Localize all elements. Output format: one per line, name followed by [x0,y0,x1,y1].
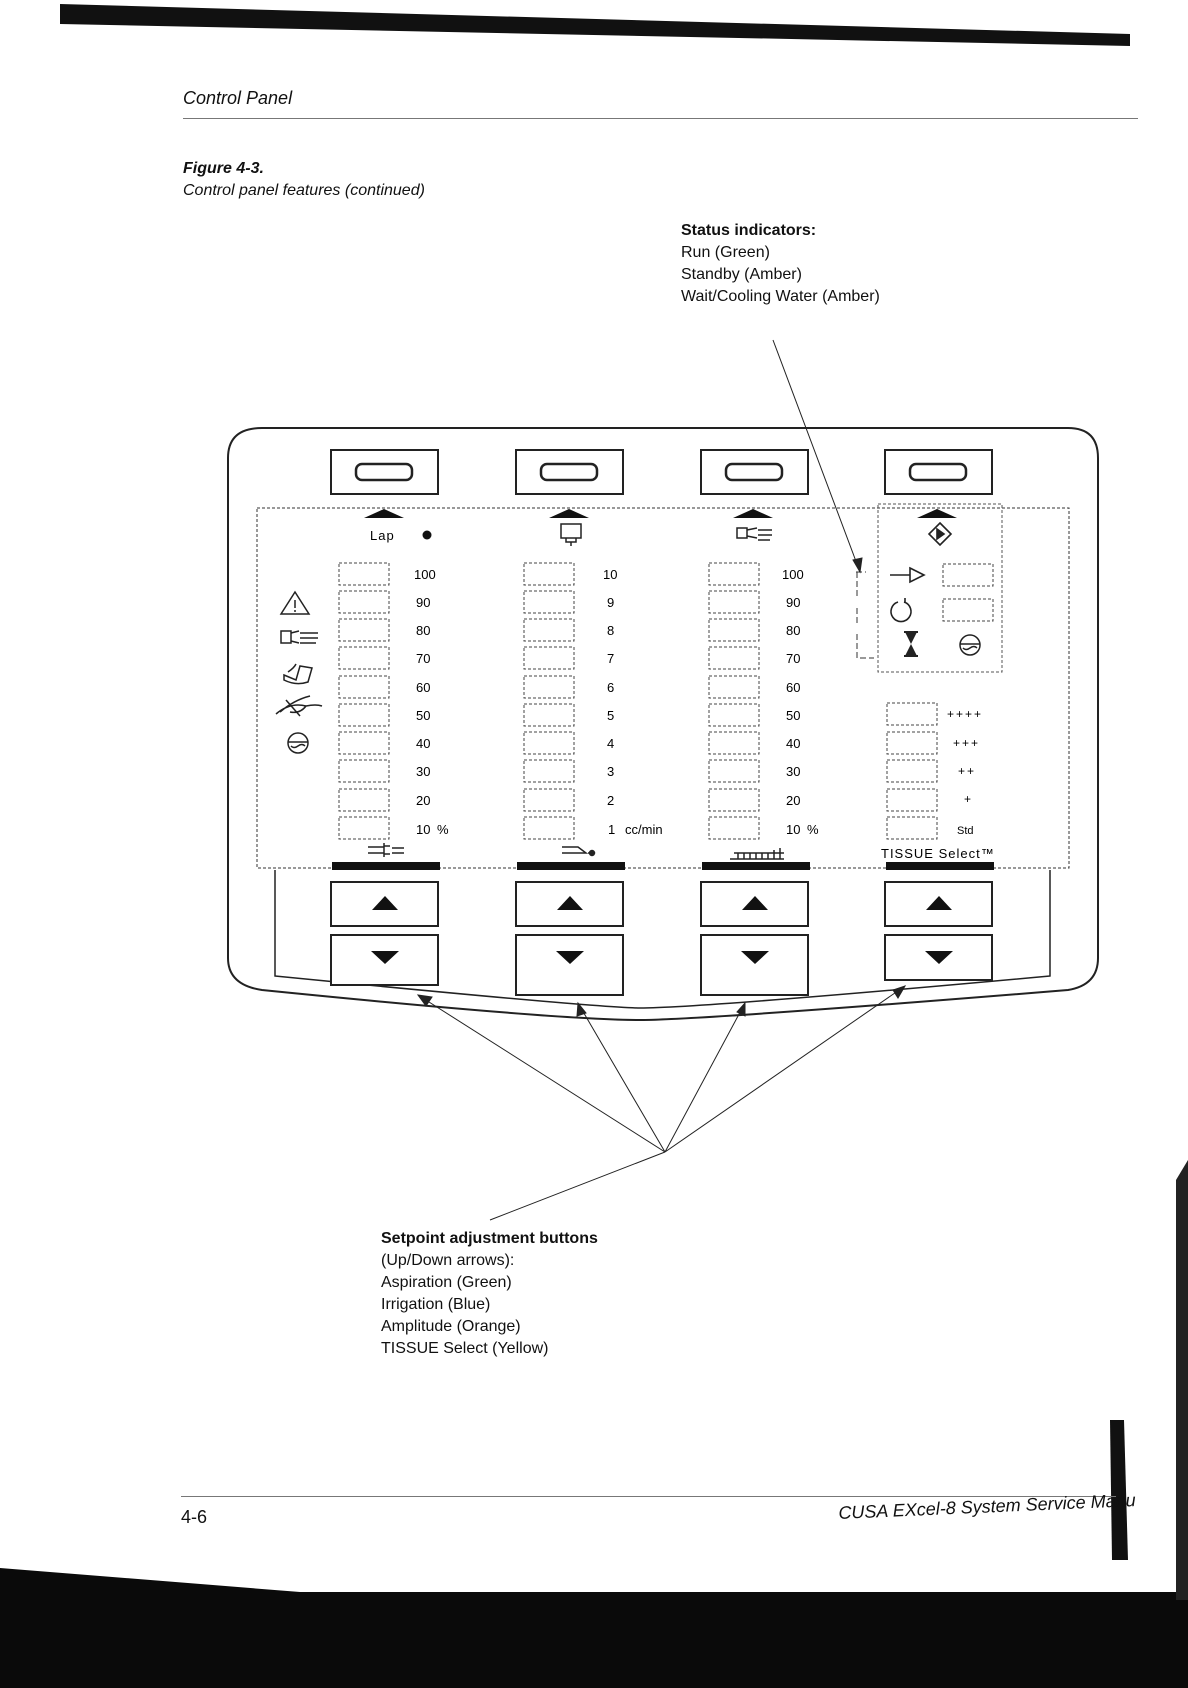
page-number: 4-6 [181,1507,208,1527]
tissue-level-label: ++++ [947,707,984,721]
scale-label: 2 [607,793,615,808]
scale-label: 30 [786,764,801,779]
scale-label: 100 [782,567,804,582]
scale-label: 80 [786,623,801,638]
aspiration-scale [414,567,449,837]
scale-label: 30 [416,764,431,779]
handpiece-fault-icon [281,631,318,643]
tissue-level-label: +++ [953,736,981,750]
scale-label: 80 [416,623,431,638]
indicator-triangle [364,509,404,518]
lap-label: Lap [370,528,395,543]
warning-triangle-icon [281,592,309,614]
callout-heading: Status indicators: [681,222,817,239]
unit-label: % [807,822,819,837]
lap-indicator-dot [423,531,432,540]
irrigation-scale [603,567,663,837]
cooling-water-icon [960,635,980,655]
aspiration-setpoint-buttons [331,882,438,985]
scale-label: 9 [607,595,615,610]
scale-label: 90 [786,595,801,610]
scale-label: 90 [416,595,431,610]
mode-buttons [331,450,992,494]
scale-label: 10 [603,567,618,582]
unit-label: % [437,822,449,837]
scale-label: 4 [607,736,615,751]
aspiration-level-leds [339,563,389,839]
mode-button-irrigation[interactable] [516,450,623,494]
amplitude-level-leds [709,563,759,839]
indicator-triangle [917,509,957,518]
scale-label: 3 [607,764,615,779]
aspiration-up-button[interactable] [331,882,438,926]
manual-title: CUSA EXcel-8 System Service Manu [838,1490,1137,1523]
hourglass-icon [904,632,918,656]
callout-line: Wait/Cooling Water (Amber) [681,288,880,305]
figure-title: Figure 4-3. [183,160,264,177]
scale-label: 20 [416,793,431,808]
indicator-triangle [733,509,773,518]
scale-label: 60 [786,680,801,695]
irrigation-color-bar [517,862,625,870]
scale-label: 10 [786,822,801,837]
callout-line: (Up/Down arrows): [381,1252,515,1269]
tip-fault-icon [284,664,312,684]
irrigation-level-leds [524,563,574,839]
mode-button-run-standby[interactable] [885,450,992,494]
aspiration-icon [368,843,404,857]
cooling-water-fault-icon [288,733,308,753]
figure-subtitle: Control panel features (continued) [183,182,425,199]
run-led [943,564,993,586]
tissue-select-down-button[interactable] [885,935,992,980]
indicator-triangle [549,509,589,518]
aspiration-color-bar [332,862,440,870]
section-title: Control Panel [183,88,293,108]
amplitude-color-bar [702,862,810,870]
callout-line: Aspiration (Green) [381,1274,512,1291]
amplitude-icon [730,848,784,859]
callout-line: Standby (Amber) [681,266,802,283]
irrigation-down-button[interactable] [516,935,623,995]
unit-label: cc/min [625,822,663,837]
scale-label: 60 [416,680,431,695]
aspiration-down-button[interactable] [331,935,438,985]
run-arrow-icon [890,568,924,582]
scale-label: 50 [786,708,801,723]
leader-lines [418,340,905,1220]
tissue-select-color-bar [886,862,994,870]
irrigation-up-button[interactable] [516,882,623,926]
amplitude-up-button[interactable] [701,882,808,926]
standby-led [943,599,993,621]
tissue-select-up-button[interactable] [885,882,992,926]
callout-line: Run (Green) [681,244,770,261]
tissue-level-label: ++ [958,764,977,778]
callout-line: Irrigation (Blue) [381,1296,491,1313]
callout-line: TISSUE Select (Yellow) [381,1340,549,1357]
standby-icon [891,598,911,622]
standby-diamond-icon [929,523,951,545]
amplitude-down-button[interactable] [701,935,808,995]
tissue-level-label: + [964,792,972,806]
tissue-level-label: Std [957,825,974,837]
handpiece-icon [737,528,772,540]
tissue-select-label: TISSUE Select™ [881,846,995,861]
scale-label: 70 [416,651,431,666]
scale-label: 70 [786,651,801,666]
mode-button-aspiration[interactable] [331,450,438,494]
scale-label: 1 [608,822,616,837]
irrigation-setpoint-buttons [516,882,623,995]
tissue-select-scale [947,707,983,837]
scale-label: 10 [416,822,431,837]
mode-button-amplitude[interactable] [701,450,808,494]
scale-label: 100 [414,567,436,582]
scale-label: 7 [607,651,615,666]
irrigation-bag-icon [561,524,581,546]
irrigation-icon [562,847,595,856]
scale-label: 40 [786,736,801,751]
scale-label: 50 [416,708,431,723]
scale-label: 6 [607,680,615,695]
scale-label: 5 [607,708,615,723]
flue-fault-icon [276,696,322,716]
scale-label: 8 [607,623,615,638]
tissue-select-leds [887,703,937,839]
status-indicators [856,564,993,658]
scale-label: 40 [416,736,431,751]
callout-line: Amplitude (Orange) [381,1318,521,1335]
scale-label: 20 [786,793,801,808]
callout-heading: Setpoint adjustment buttons [381,1230,598,1247]
tissue-select-setpoint-buttons [885,882,992,980]
amplitude-setpoint-buttons [701,882,808,995]
amplitude-scale [782,567,819,837]
